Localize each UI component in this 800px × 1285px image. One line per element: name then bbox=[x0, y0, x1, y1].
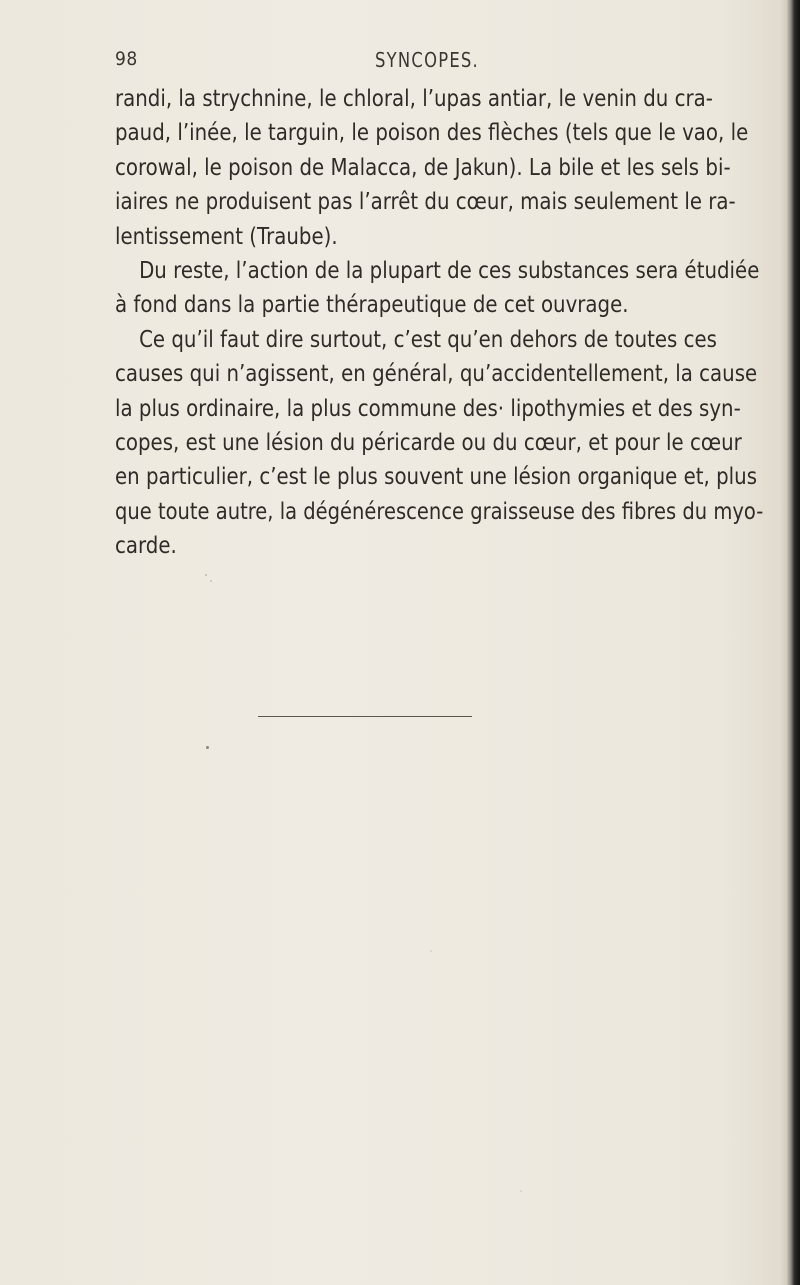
book-spine-edge bbox=[786, 0, 800, 1285]
section-end-rule bbox=[258, 716, 472, 717]
text-line: lentissement (Traube). bbox=[115, 223, 338, 250]
text-line: Ce qu’il faut dire surtout, c’est qu’en dehors de toutes ces bbox=[139, 326, 717, 353]
text-line: causes qui n’agissent, en général, qu’accidentellement, la cause bbox=[115, 361, 758, 388]
text-line: en particulier, c’est le plus souvent une lésion organique et, plus bbox=[115, 464, 758, 491]
paper-speck bbox=[520, 1190, 522, 1192]
text-line: iaires ne produisent pas l’arrêt du cœur, mais seulement le ra- bbox=[115, 189, 736, 216]
page-header bbox=[115, 48, 765, 76]
paper-speck bbox=[430, 950, 432, 952]
running-title: SYNCOPES. bbox=[375, 48, 480, 72]
text-line: que toute autre, la dégénérescence graisseuse des fibres du myo- bbox=[115, 498, 764, 525]
paper-speck bbox=[205, 574, 207, 576]
text-line: à fond dans la partie thérapeutique de cet ouvrage. bbox=[115, 292, 629, 319]
text-line: corowal, le poison de Malacca, de Jakun). La bile et les sels bi- bbox=[115, 154, 731, 181]
text-line: la plus ordinaire, la plus commune des· lipothymies et des syn- bbox=[115, 395, 741, 422]
page-number: 98 bbox=[115, 48, 138, 70]
text-line: copes, est une lésion du péricarde ou du cœur, et pour le cœur bbox=[115, 429, 742, 456]
paper-speck bbox=[210, 580, 212, 582]
text-line: Du reste, l’action de la plupart de ces substances sera étudiée bbox=[139, 257, 760, 284]
text-line: paud, l’inée, le targuin, le poison des flèches (tels que le vao, le bbox=[115, 120, 749, 147]
text-line: randi, la strychnine, le chloral, l’upas antiar, le venin du cra- bbox=[115, 86, 713, 112]
paper-speck bbox=[206, 746, 209, 749]
body-text bbox=[115, 82, 765, 563]
text-line: carde. bbox=[115, 533, 177, 560]
